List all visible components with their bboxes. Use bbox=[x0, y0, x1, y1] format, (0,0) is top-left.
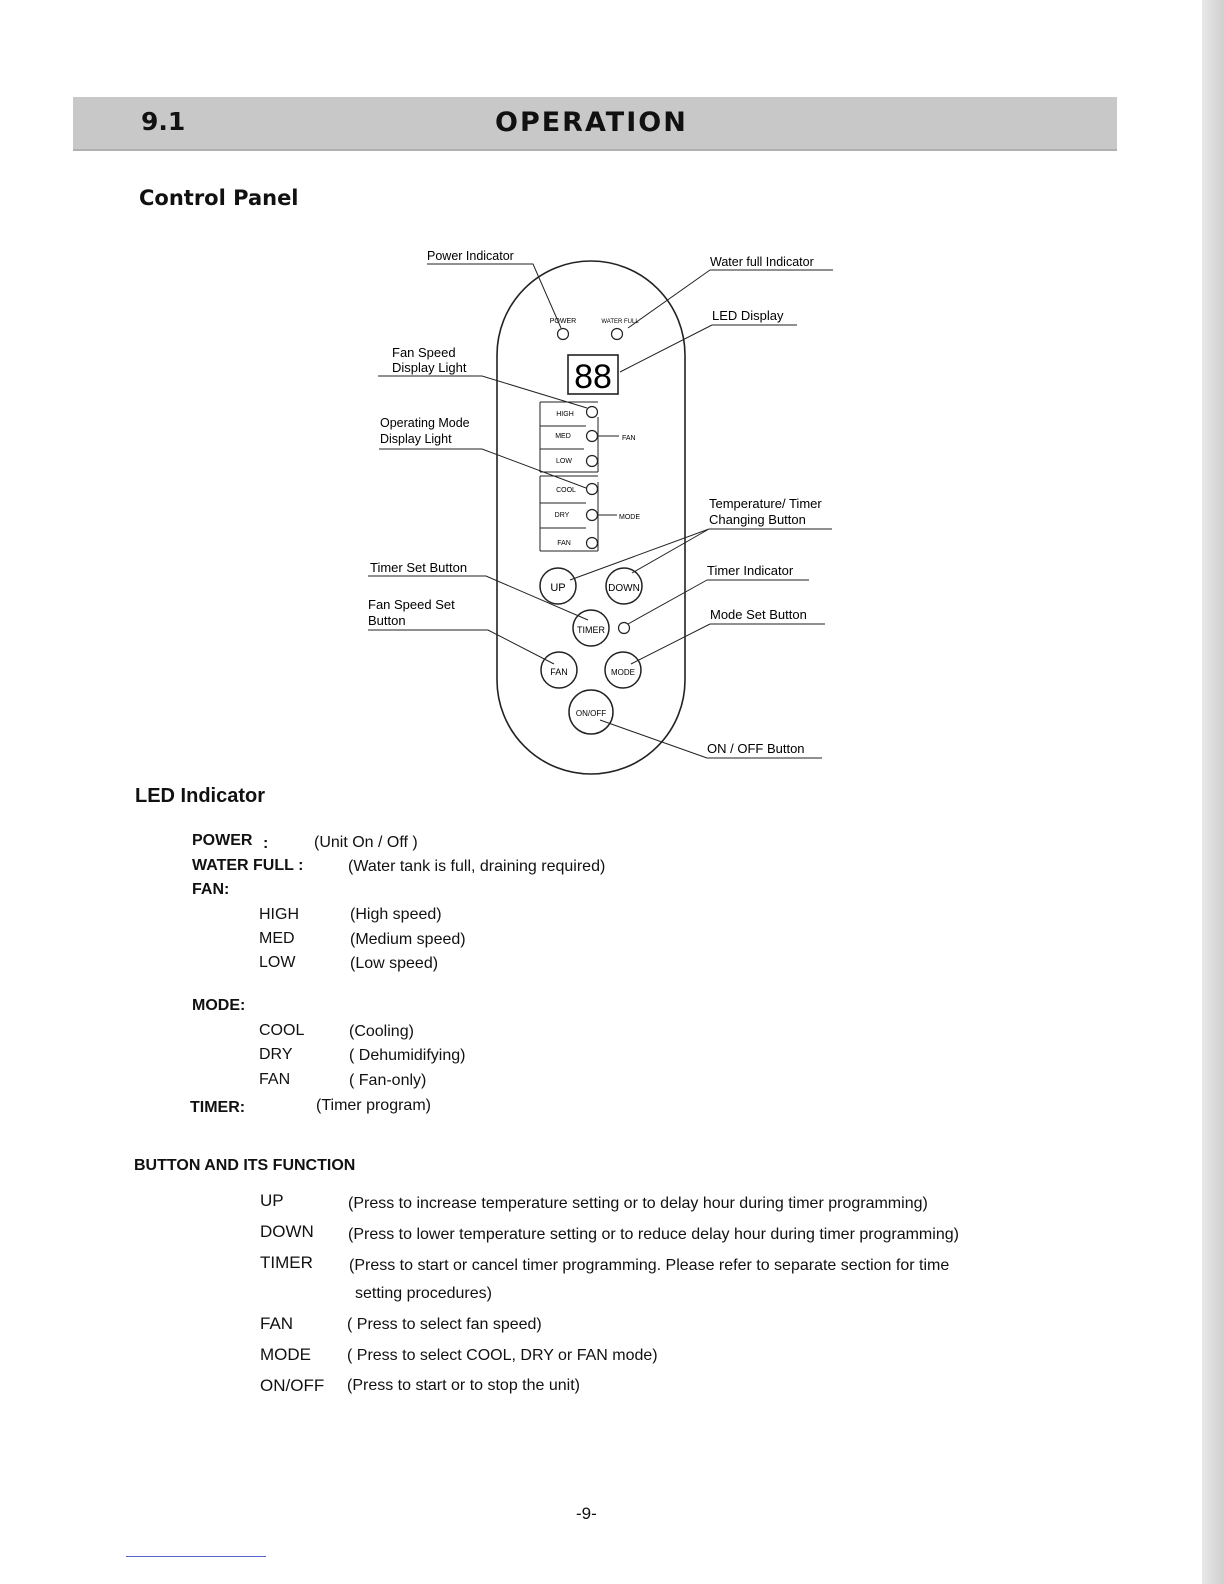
onoff-button-label: ON/OFF bbox=[575, 709, 607, 718]
led-mode-fan: FAN bbox=[259, 1071, 291, 1088]
led-timer-desc: (Timer program) bbox=[316, 1097, 431, 1114]
fan-speed-set-callout-line2: Button bbox=[368, 613, 406, 628]
bf-up-desc: (Press to increase temperature setting or to delay hour during timer programming) bbox=[348, 1195, 928, 1212]
high-speed-label: HIGH bbox=[556, 411, 574, 418]
down-button-label: DOWN bbox=[608, 583, 640, 594]
operating-mode-callout-line2: Display Light bbox=[380, 432, 452, 446]
low-speed-label: LOW bbox=[556, 458, 572, 465]
bf-fan-desc: ( Press to select fan speed) bbox=[347, 1316, 542, 1333]
led-fan-label: FAN: bbox=[192, 881, 230, 898]
led-fan-low-desc: (Low speed) bbox=[350, 955, 439, 972]
onoff-button-callout: ON / OFF Button bbox=[707, 741, 805, 756]
led-fan-low: LOW bbox=[259, 954, 296, 971]
timer-indicator-callout: Timer Indicator bbox=[707, 563, 794, 578]
led-power-desc: (Unit On / Off ) bbox=[314, 834, 418, 851]
temperature-timer-callout-line1: Temperature/ Timer bbox=[709, 496, 822, 511]
led-indicator-heading: LED Indicator bbox=[135, 785, 266, 807]
page-number: -9- bbox=[576, 1504, 597, 1523]
led-water-full-desc: (Water tank is full, draining required) bbox=[348, 858, 606, 875]
water-full-indicator-callout: Water full Indicator bbox=[710, 255, 814, 269]
footer-line bbox=[126, 1556, 266, 1557]
bf-mode: MODE bbox=[260, 1345, 311, 1364]
bf-timer-desc-line2: setting procedures) bbox=[355, 1285, 492, 1302]
led-fan-high: HIGH bbox=[259, 906, 299, 923]
led-display-callout: LED Display bbox=[712, 308, 784, 323]
led-timer-label: TIMER: bbox=[190, 1099, 246, 1116]
fan-speed-display-callout-line1: Fan Speed bbox=[392, 345, 456, 360]
fan-group-label: FAN bbox=[622, 435, 636, 442]
bf-down: DOWN bbox=[260, 1222, 314, 1241]
bf-fan: FAN bbox=[260, 1314, 294, 1333]
led-mode-dry-desc: ( Dehumidifying) bbox=[349, 1047, 466, 1064]
cool-mode-label: COOL bbox=[556, 487, 576, 494]
section-number: 9.1 bbox=[141, 107, 186, 136]
led-mode-fan-desc: ( Fan-only) bbox=[349, 1072, 427, 1089]
fan-speed-display-callout-line2: Display Light bbox=[392, 360, 467, 375]
bf-timer: TIMER bbox=[260, 1253, 313, 1272]
button-function-heading: BUTTON AND ITS FUNCTION bbox=[134, 1157, 356, 1174]
water-full-indicator-label: WATER FULL bbox=[601, 319, 639, 325]
med-speed-label: MED bbox=[555, 433, 571, 440]
led-display-value: 88 bbox=[574, 358, 612, 396]
operating-mode-callout-line1: Operating Mode bbox=[380, 416, 470, 430]
led-fan-high-desc: (High speed) bbox=[350, 906, 442, 923]
led-mode-cool: COOL bbox=[259, 1022, 305, 1039]
led-water-full-label: WATER FULL : bbox=[192, 857, 304, 874]
dry-mode-label: DRY bbox=[554, 512, 570, 519]
bf-onoff: ON/OFF bbox=[260, 1376, 325, 1395]
bf-down-desc: (Press to lower temperature setting or to reduce delay hour during timer programming) bbox=[348, 1226, 959, 1243]
led-power-label: POWER bbox=[192, 832, 253, 849]
control-panel-heading: Control Panel bbox=[139, 186, 299, 210]
led-mode-cool-desc: (Cooling) bbox=[349, 1023, 414, 1040]
timer-set-button-callout: Timer Set Button bbox=[370, 560, 468, 575]
mode-group-label: MODE bbox=[619, 514, 640, 521]
bf-up: UP bbox=[260, 1191, 284, 1210]
power-indicator-label: POWER bbox=[549, 318, 577, 325]
led-fan-med-desc: (Medium speed) bbox=[350, 931, 466, 948]
timer-button-label: TIMER bbox=[577, 625, 605, 635]
fan-mode-label: FAN bbox=[557, 540, 571, 547]
bf-onoff-desc: (Press to start or to stop the unit) bbox=[347, 1377, 580, 1394]
fan-button-label: FAN bbox=[550, 667, 568, 677]
led-power-colon: : bbox=[263, 835, 269, 852]
section-title: OPERATION bbox=[495, 107, 688, 138]
temperature-timer-callout-line2: Changing Button bbox=[709, 512, 806, 527]
power-indicator-callout: Power Indicator bbox=[427, 249, 514, 263]
bf-mode-desc: ( Press to select COOL, DRY or FAN mode) bbox=[347, 1347, 658, 1364]
led-fan-med: MED bbox=[259, 930, 295, 947]
mode-button-label: MODE bbox=[611, 668, 635, 677]
mode-set-button-callout: Mode Set Button bbox=[710, 607, 807, 622]
bf-timer-desc: (Press to start or cancel timer programming. Please refer to separate section for time bbox=[349, 1257, 950, 1274]
led-mode-label: MODE: bbox=[192, 997, 246, 1014]
fan-speed-set-callout-line1: Fan Speed Set bbox=[368, 597, 455, 612]
led-mode-dry: DRY bbox=[259, 1046, 293, 1063]
up-button-label: UP bbox=[550, 582, 566, 594]
